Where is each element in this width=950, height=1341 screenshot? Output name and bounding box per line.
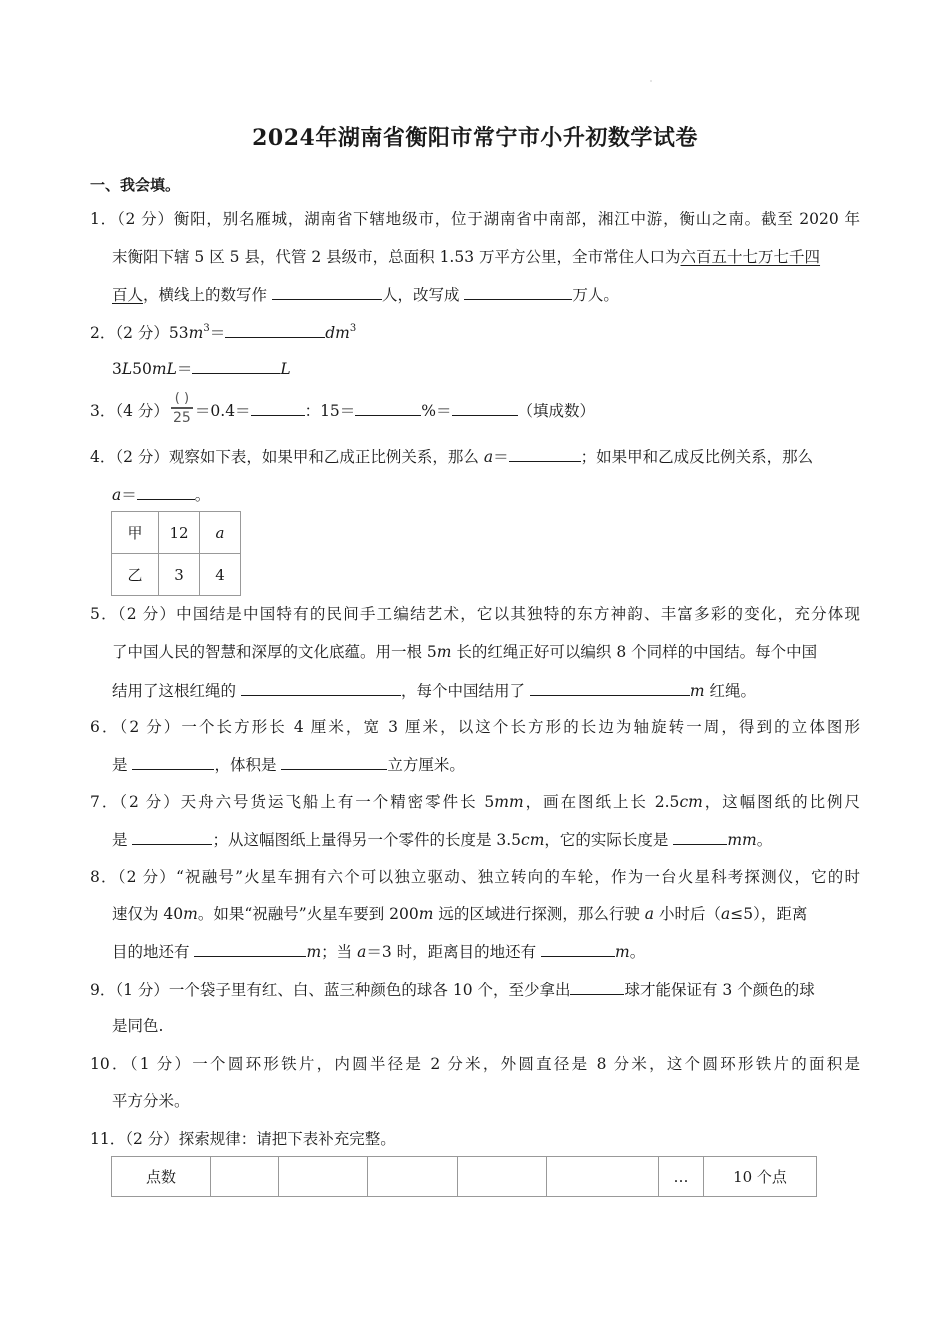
q1-line-1: 1．（2 分）衡阳，别名雁城，湖南省下辖地级市，位于湖南省中南部，湘江中游，衡山之南。截至 2020 年: [90, 210, 860, 228]
table-cell: 乙: [112, 554, 159, 596]
table-cell-blank[interactable]: [458, 1157, 547, 1197]
table-row: [112, 554, 241, 596]
q3-blank-1[interactable]: [251, 400, 305, 416]
q11-table: [111, 1156, 817, 1197]
q9-blank[interactable]: [570, 979, 624, 995]
page-title: 2024年湖南省衡阳市常宁市小升初数学试卷: [252, 125, 698, 151]
q4-line-1: 4．（2 分）观察如下表，如果甲和乙成正比例关系，那么 a＝ ；如果甲和乙成反比例关系，那么: [90, 448, 814, 466]
q9-line-2: 是同色.: [112, 1017, 164, 1035]
scan-speck: [650, 80, 652, 82]
table-row: [112, 1157, 817, 1197]
q2-line-1: 2．（2 分）$53m^3= dm^3$: [90, 323, 357, 342]
q4-table: [111, 511, 241, 596]
table-cell: a: [200, 512, 241, 554]
table-cell-blank[interactable]: [279, 1157, 368, 1197]
q8-blank-2[interactable]: [541, 941, 615, 957]
q4-blank-1[interactable]: [509, 446, 581, 462]
table-cell: 点数: [112, 1157, 211, 1197]
q5-blank-2[interactable]: [530, 680, 690, 696]
q6-line-2: 是 ，体积是 立方厘米。: [112, 756, 465, 774]
table-cell: 10 个点: [704, 1157, 817, 1197]
section-heading: 一、我会填。: [90, 176, 181, 194]
q5-line-1: 5．（2 分）中国结是中国特有的民间手工编结艺术，它以其独特的东方神韵、丰富多彩的变化，充分体现: [90, 605, 860, 623]
q6-blank-2[interactable]: [281, 754, 387, 770]
q1-line-2: 末衡阳下辖 5 区 5 县，代管 2 县级市，总面积 1.53 万平方公里，全市常住人口为六百五十七万七千四: [112, 248, 821, 266]
q8-line-1: 8．（2 分）“祝融号”火星车拥有六个可以独立驱动、独立转向的车轮，作为一台火星科考探测仪，它的时: [90, 868, 860, 886]
q5-line-3: 结用了这根红绳的 ，每个中国结用了 m 红绳。: [112, 682, 757, 700]
q10-line-1: 10．（1 分）一个圆环形铁片，内圆半径是 2 分米，外圆直径是 8 分米，这个圆环形铁片的面积是: [90, 1055, 860, 1073]
q6-blank-1[interactable]: [132, 754, 214, 770]
table-cell: 12: [159, 512, 200, 554]
table-cell-blank[interactable]: [547, 1157, 659, 1197]
q10-line-2: 平方分米。: [112, 1092, 190, 1110]
q8-line-3: 目的地还有 m；当 a＝3 时，距离目的地还有 m。: [112, 943, 646, 961]
table-cell-blank[interactable]: [211, 1157, 279, 1197]
q2-blank-2[interactable]: [192, 358, 280, 374]
q3-blank-2[interactable]: [355, 400, 421, 416]
q8-blank-1[interactable]: [194, 941, 306, 957]
table-row: [112, 512, 241, 554]
q7-line-2: 是 ；从这幅图纸上量得另一个零件的长度是 3.5cm，它的实际长度是 mm。: [112, 831, 773, 849]
q5-blank-1[interactable]: [241, 680, 401, 696]
table-cell: 4: [200, 554, 241, 596]
q7-line-1: 7．（2 分）天舟六号货运飞船上有一个精密零件长 5mm，画在图纸上长 2.5cm，这幅图纸的比例尺: [90, 793, 860, 811]
q2-line-2: 3L50mL＝ L: [112, 360, 291, 378]
q5-line-2: 了中国人民的智慧和深厚的文化底蕴。用一根 5m 长的红绳正好可以编织 8 个同样的中国结。每个中国: [112, 643, 818, 661]
q1-line-3: 百人，横线上的数写作 人，改写成 万人。: [112, 286, 619, 304]
q4-blank-2[interactable]: [137, 484, 195, 500]
q11-line-1: 11．（2 分）探索规律：请把下表补充完整。: [90, 1130, 396, 1148]
fraction-blank[interactable]: $\frac{( )}{25}$: [169, 392, 195, 426]
q1-underlined-number: 六百五十七万七千四: [680, 248, 821, 266]
q1-blank-2[interactable]: [464, 284, 572, 300]
q7-blank-1[interactable]: [132, 829, 212, 845]
table-cell: 3: [159, 554, 200, 596]
table-cell-ellipsis: …: [659, 1157, 704, 1197]
q3-line: 3．（4 分） $\frac{( )}{25}$ ＝0.4＝ ：15＝ %＝ （填成数）: [90, 391, 596, 426]
q2-blank-1[interactable]: [225, 322, 325, 338]
q7-blank-2[interactable]: [673, 829, 727, 845]
q6-line-1: 6．（2 分）一个长方形长 4 厘米，宽 3 厘米，以这个长方形的长边为轴旋转一周，得到的立体图形: [90, 718, 860, 736]
q1-blank-1[interactable]: [272, 284, 382, 300]
table-cell: 甲: [112, 512, 159, 554]
q8-line-2: 速仅为 40m。如果“祝融号”火星车要到 200m 远的区域进行探测，那么行驶 a 小时后（a≤5），距离: [112, 905, 808, 923]
q9-line-1: 9．（1 分）一个袋子里有红、白、蓝三种颜色的球各 10 个，至少拿出 球才能保证有 3 个颜色的球: [90, 981, 815, 999]
q3-blank-3[interactable]: [452, 400, 518, 416]
q4-line-2: a＝ 。: [112, 486, 211, 504]
table-cell-blank[interactable]: [368, 1157, 458, 1197]
